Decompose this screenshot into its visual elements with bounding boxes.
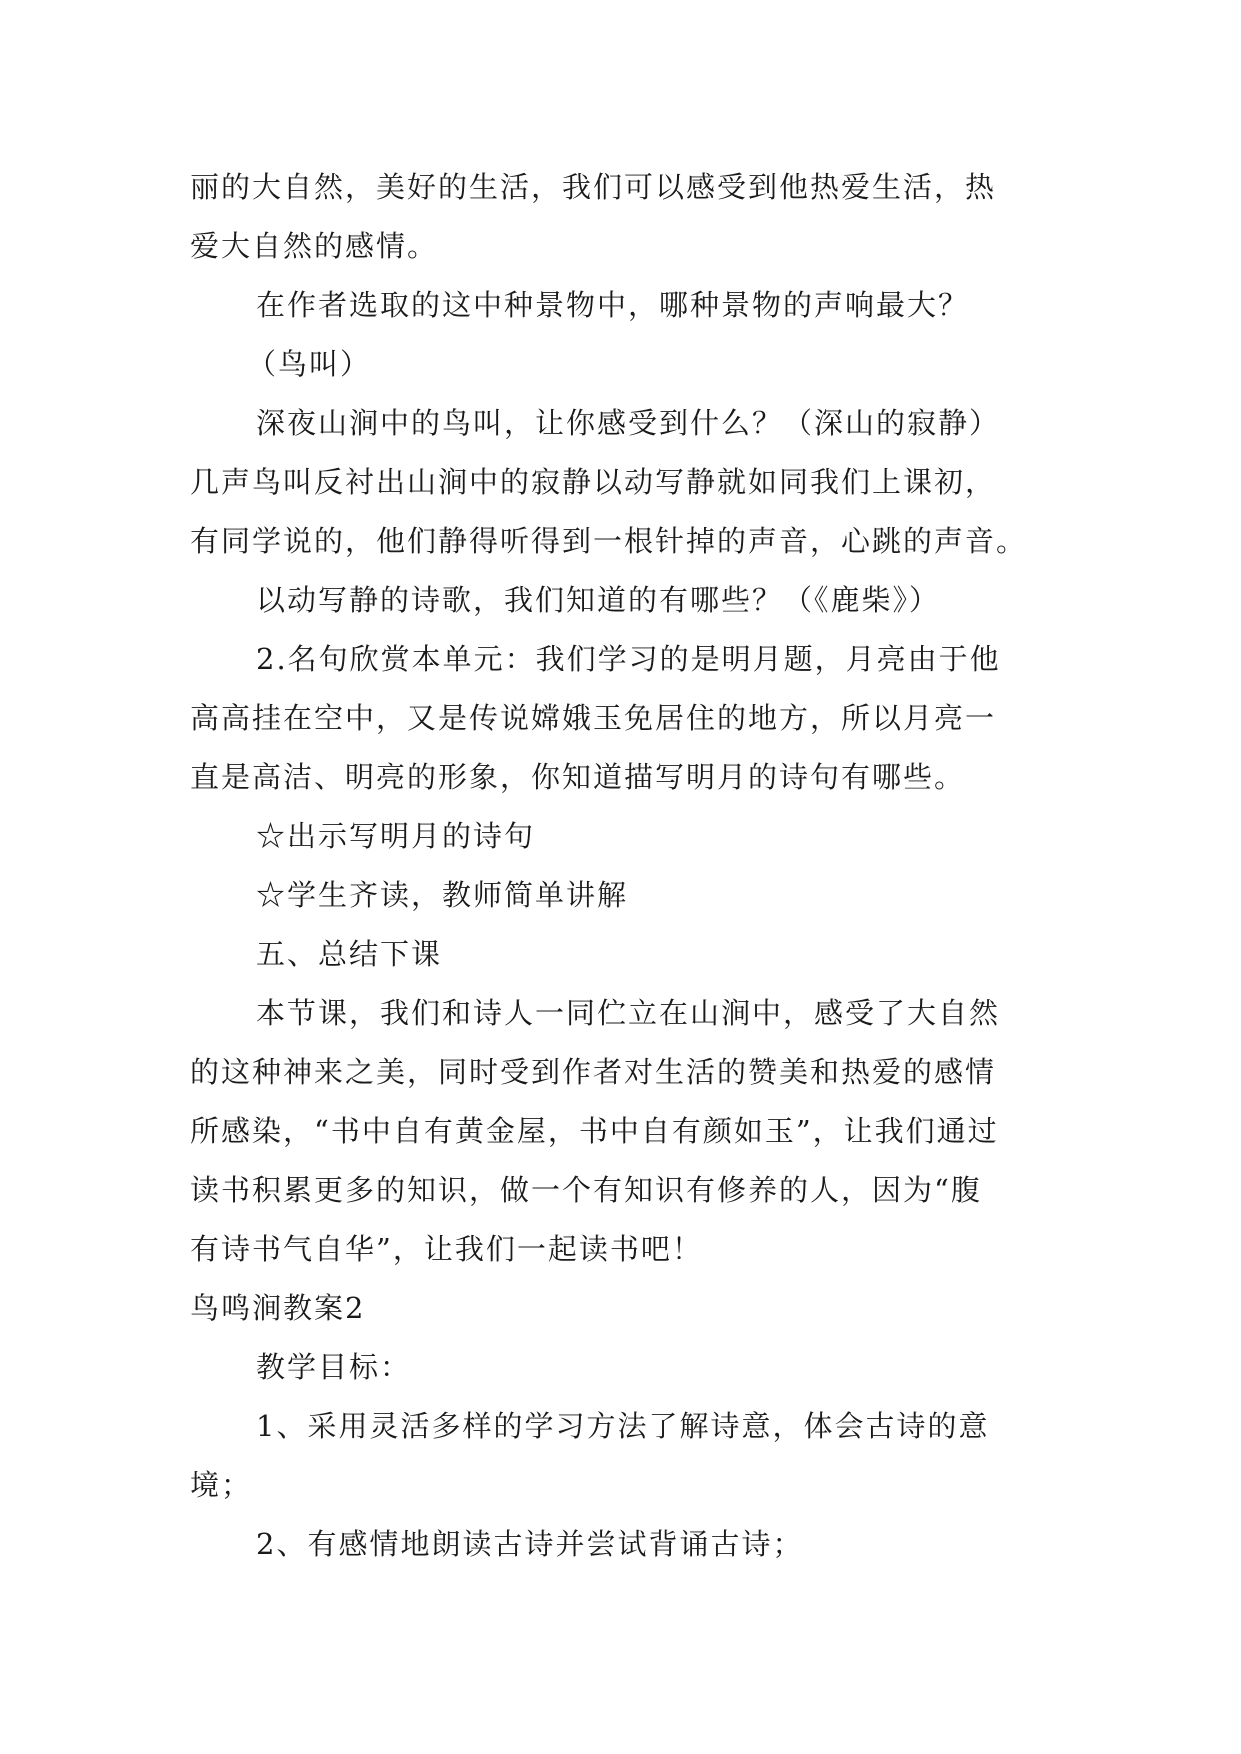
- paragraph-line: 高高挂在空中，又是传说嫦娥玉免居住的地方，所以月亮一: [190, 701, 997, 735]
- paragraph-line: 2、有感情地朗读古诗并尝试背诵古诗；: [256, 1527, 804, 1561]
- section-heading: 五、总结下课: [256, 937, 443, 971]
- paragraph-line: 所感染，“书中自有黄金屋，书中自有颜如玉”，让我们通过: [190, 1114, 999, 1148]
- paragraph-line: 有诗书气自华”，让我们一起读书吧！: [190, 1232, 703, 1266]
- paragraph-line: 深夜山涧中的鸟叫，让你感受到什么？（深山的寂静）: [256, 406, 1001, 440]
- document-section-title: 鸟鸣涧教案2: [190, 1291, 366, 1325]
- paragraph-line: 的这种神来之美，同时受到作者对生活的赞美和热爱的感情: [190, 1055, 997, 1089]
- paragraph-line: ☆出示写明月的诗句: [256, 819, 536, 853]
- paragraph-line: 本节课，我们和诗人一同伫立在山涧中，感受了大自然: [256, 996, 1001, 1030]
- paragraph-line: 2.名句欣赏本单元：我们学习的是明月题，月亮由于他: [256, 642, 1001, 676]
- paragraph-line: 读书积累更多的知识，做一个有知识有修养的人，因为“腹: [190, 1173, 982, 1207]
- paragraph-line: 1、采用灵活多样的学习方法了解诗意，体会古诗的意: [256, 1409, 990, 1443]
- paragraph-line: 在作者选取的这中种景物中，哪种景物的声响最大？: [256, 288, 970, 322]
- document-body: [190, 158, 1070, 1574]
- paragraph-line: 直是高洁、明亮的形象，你知道描写明月的诗句有哪些。: [190, 760, 966, 794]
- paragraph-line: 几声鸟叫反衬出山涧中的寂静以动写静就如同我们上课初，: [190, 465, 997, 499]
- paragraph-line: 丽的大自然，美好的生活，我们可以感受到他热爱生活，热: [190, 170, 997, 204]
- paragraph-line: 境；: [190, 1468, 253, 1502]
- paragraph-line: 爱大自然的感情。: [190, 229, 439, 263]
- paragraph-line: 教学目标：: [256, 1350, 412, 1384]
- paragraph-line: 有同学说的，他们静得听得到一根针掉的声音，心跳的声音。: [190, 524, 1028, 558]
- paragraph-line: 以动写静的诗歌，我们知道的有哪些？（《鹿柴》）: [256, 583, 941, 617]
- paragraph-line: ☆学生齐读，教师简单讲解: [256, 878, 629, 912]
- paragraph-line: （鸟叫）: [247, 347, 372, 381]
